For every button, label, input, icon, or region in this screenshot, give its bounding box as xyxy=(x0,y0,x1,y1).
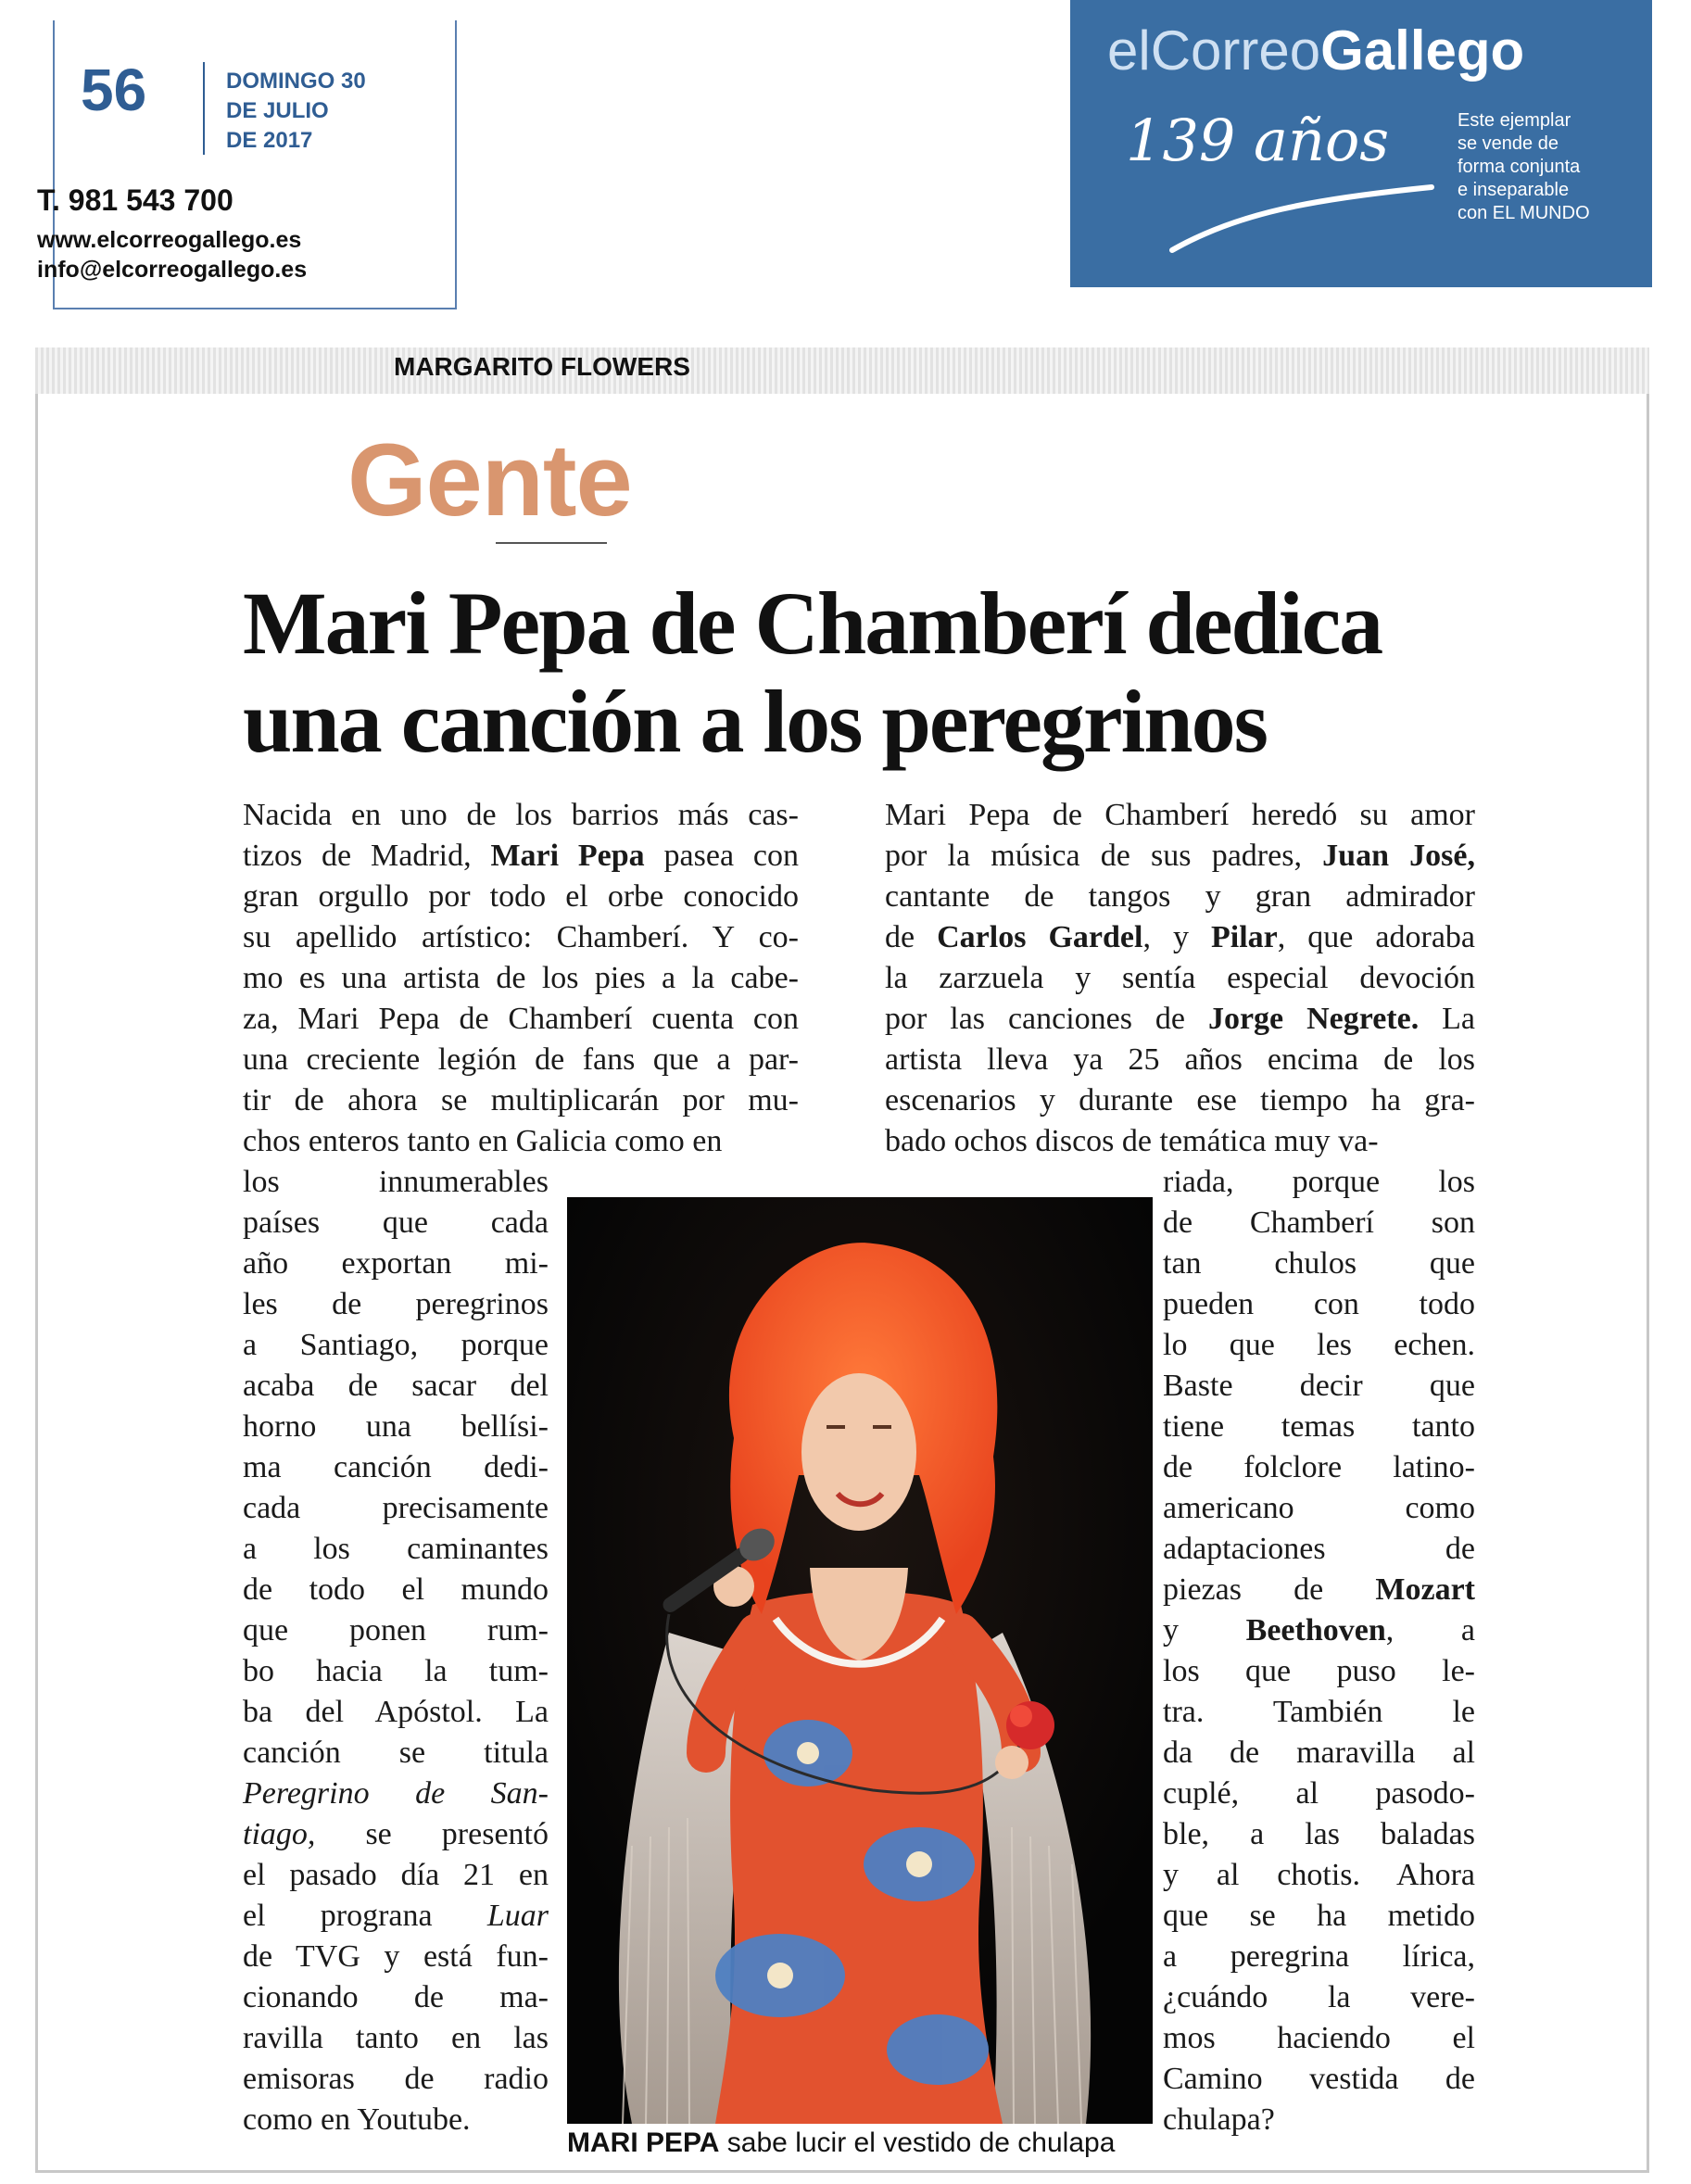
text-run: les de peregrinos xyxy=(243,1287,549,1321)
article-text-line xyxy=(1163,1407,1475,1447)
article-text-line xyxy=(243,999,799,1040)
logo-bold-part: Gallego xyxy=(1320,19,1525,82)
article-text-line xyxy=(885,795,1475,836)
text-run: artista lleva ya 25 años encima de los xyxy=(885,1042,1475,1077)
masthead-note-line: e inseparable xyxy=(1458,180,1570,200)
text-run: a peregrina lírica, xyxy=(1163,1939,1475,1974)
article-text-line xyxy=(885,1040,1475,1080)
text-run: de Chamberí son xyxy=(1163,1206,1475,1240)
text-run: pueden con todo xyxy=(1163,1287,1475,1321)
text-run: ¿cuándo la vere- xyxy=(1163,1980,1475,2014)
article-text-line xyxy=(885,1121,1475,1162)
article-text-line xyxy=(1163,1733,1475,1774)
text-run: que ponen rum- xyxy=(243,1613,549,1647)
swoosh-icon xyxy=(1163,176,1441,259)
issue-date xyxy=(226,67,430,156)
masthead-note-line: con EL MUNDO xyxy=(1458,203,1590,223)
article-text-line xyxy=(1163,1774,1475,1814)
article-text-line xyxy=(1163,1896,1475,1937)
text-run: cantante de tangos y gran admirador xyxy=(885,879,1475,914)
author-byline: MARGARITO FLOWERS xyxy=(394,352,690,381)
article-text-line xyxy=(885,958,1475,999)
issue-date-line: DE JULIO xyxy=(226,98,329,123)
article-headline xyxy=(243,574,1484,771)
text-run: una creciente legión de fans que a par- xyxy=(243,1042,799,1077)
article-text-line xyxy=(243,2059,549,2100)
anniversary-label: 139 años xyxy=(1126,107,1390,174)
issue-date-line: DOMINGO 30 xyxy=(226,69,366,94)
bold-name: Pilar xyxy=(1211,920,1278,954)
contact-email: info@elcorreogallego.es xyxy=(37,257,308,283)
text-run: bo hacia la tum- xyxy=(243,1654,549,1688)
bold-name: Juan José, xyxy=(1322,839,1475,873)
contact-website: www.elcorreogallego.es xyxy=(37,227,302,253)
text-run: se presentó xyxy=(315,1817,549,1851)
text-run: La xyxy=(1419,1002,1475,1036)
text-run: de todo el mundo xyxy=(243,1572,549,1607)
article-top-band xyxy=(35,347,1649,394)
text-run: el prograna xyxy=(243,1899,487,1933)
article-text-line xyxy=(1163,1855,1475,1896)
article-text-line xyxy=(243,1896,549,1937)
text-run: ravilla tanto en las xyxy=(243,2021,549,2055)
text-run: tra. También le xyxy=(1163,1695,1475,1729)
article-text-line xyxy=(1163,1814,1475,1855)
article-text-line xyxy=(243,836,799,877)
text-run: pasea con xyxy=(644,839,799,873)
logo-light-part: elCorreo xyxy=(1107,19,1321,82)
text-run: de folclore latino- xyxy=(1163,1450,1475,1484)
text-run: los que puso le- xyxy=(1163,1654,1475,1688)
newspaper-logo xyxy=(1107,19,1524,82)
text-run: piezas de xyxy=(1163,1572,1376,1607)
bold-name: Mari Pepa xyxy=(490,839,645,873)
article-text-line xyxy=(1163,1570,1475,1610)
article-text-line xyxy=(885,999,1475,1040)
article-text-line xyxy=(1163,1243,1475,1284)
text-run: escenarios y durante ese tiempo ha gra- xyxy=(885,1083,1475,1117)
text-run: cuplé, al pasodo- xyxy=(1163,1776,1475,1811)
article-text-line xyxy=(1163,2100,1475,2140)
text-run: mo es una artista de los pies a la cabe- xyxy=(243,961,799,995)
article-text-line xyxy=(243,1733,549,1774)
article-text-line xyxy=(243,1040,799,1080)
article-text-line xyxy=(243,1203,549,1243)
text-run: chulapa? xyxy=(1163,2102,1275,2137)
text-run: ba del Apóstol. La xyxy=(243,1695,549,1729)
article-text-line xyxy=(1163,1488,1475,1529)
italic-title: Peregrino de San- xyxy=(243,1776,549,1811)
article-text-line xyxy=(1163,1203,1475,1243)
article-text-line xyxy=(1163,2059,1475,2100)
text-run: americano como xyxy=(1163,1491,1475,1525)
article-text-line xyxy=(243,1407,549,1447)
article-text-line xyxy=(885,836,1475,877)
article-text-line xyxy=(1163,1447,1475,1488)
text-run: año exportan mi- xyxy=(243,1246,549,1281)
singer-photo-illustration xyxy=(567,1197,1153,2124)
text-run: canción se titula xyxy=(243,1736,549,1770)
article-text-line xyxy=(243,1651,549,1692)
article-text-line xyxy=(243,2100,549,2140)
text-run: los innumerables xyxy=(243,1165,549,1199)
text-run: Nacida en uno de los barrios más cas- xyxy=(243,798,799,832)
article-text-line xyxy=(885,877,1475,917)
article-text-line xyxy=(885,917,1475,958)
text-run: , y xyxy=(1142,920,1212,954)
text-run: su apellido artístico: Chamberí. Y co- xyxy=(243,920,799,954)
article-text-line xyxy=(1163,1937,1475,1977)
text-run: a Santiago, porque xyxy=(243,1328,549,1362)
text-run: adaptaciones de xyxy=(1163,1532,1475,1566)
text-run: la zarzuela y sentía especial devoción xyxy=(885,961,1475,995)
article-text-line xyxy=(1163,1692,1475,1733)
text-run: por la música de sus padres, xyxy=(885,839,1323,873)
section-title: Gente xyxy=(347,423,632,537)
article-text-line xyxy=(243,1243,549,1284)
headline-line: una canción a los peregrinos xyxy=(243,672,1267,771)
text-run: y xyxy=(1163,1613,1246,1647)
text-run: bado ochos discos de temática muy va- xyxy=(885,1124,1379,1158)
article-text-line xyxy=(1163,1529,1475,1570)
text-run: Baste decir que xyxy=(1163,1369,1475,1403)
text-run: lo que les echen. xyxy=(1163,1328,1475,1362)
article-text-line xyxy=(885,1080,1475,1121)
article-text-line xyxy=(243,1937,549,1977)
text-run: como en Youtube. xyxy=(243,2102,471,2137)
text-run: tir de ahora se multiplicarán por mu- xyxy=(243,1083,799,1117)
page-number: 56 xyxy=(81,57,147,123)
masthead-note xyxy=(1458,109,1643,225)
text-run: mos haciendo el xyxy=(1163,2021,1475,2055)
article-text-line xyxy=(243,1692,549,1733)
text-run: que se ha metido xyxy=(1163,1899,1475,1933)
text-run: de TVG y está fun- xyxy=(243,1939,549,1974)
article-text-line xyxy=(243,1774,549,1814)
masthead xyxy=(1070,0,1652,287)
text-run: , que adoraba xyxy=(1277,920,1476,954)
italic-title: Luar xyxy=(486,1899,549,1933)
article-text-line xyxy=(243,1855,549,1896)
text-run: gran orgullo por todo el orbe conocido xyxy=(243,879,799,914)
text-run: riada, porque los xyxy=(1163,1165,1475,1199)
issue-date-line: DE 2017 xyxy=(226,128,313,153)
article-text-line xyxy=(243,795,799,836)
text-run: da de maravilla al xyxy=(1163,1736,1475,1770)
article-photo xyxy=(567,1197,1153,2124)
article-text-line xyxy=(243,1325,549,1366)
article-text-line xyxy=(243,1570,549,1610)
text-run: el pasado día 21 en xyxy=(243,1858,549,1892)
text-run: ble, a las baladas xyxy=(1163,1817,1475,1851)
text-run: Camino vestida de xyxy=(1163,2062,1475,2096)
text-run: por las canciones de xyxy=(885,1002,1208,1036)
text-run: países que cada xyxy=(243,1206,549,1240)
article-text-line xyxy=(243,1529,549,1570)
bold-name: Beethoven xyxy=(1245,1613,1386,1647)
masthead-note-line: Este ejemplar xyxy=(1458,110,1571,131)
text-run: emisoras de radio xyxy=(243,2062,549,2096)
article-text-line xyxy=(243,1447,549,1488)
bold-name: Jorge Negrete. xyxy=(1207,1002,1420,1036)
bold-name: Carlos Gardel xyxy=(937,920,1143,954)
contact-phone: T. 981 543 700 xyxy=(37,183,233,217)
masthead-note-line: se vende de xyxy=(1458,133,1558,154)
text-run: cionando de ma- xyxy=(243,1980,549,2014)
text-run: tizos de Madrid, xyxy=(243,839,491,873)
article-text-line xyxy=(243,1977,549,2018)
article-text-line xyxy=(243,958,799,999)
text-run: a los caminantes xyxy=(243,1532,549,1566)
page-number-divider xyxy=(203,62,205,155)
photo-caption xyxy=(567,2127,1160,2159)
article-text-line xyxy=(1163,1610,1475,1651)
text-run: chos enteros tanto en Galicia como en xyxy=(243,1124,723,1158)
article-text-line xyxy=(243,1814,549,1855)
masthead-note-line: forma conjunta xyxy=(1458,157,1581,177)
article-text-line xyxy=(243,2018,549,2059)
text-run: za, Mari Pepa de Chamberí cuenta con xyxy=(243,1002,799,1036)
article-text-line xyxy=(243,1080,799,1121)
italic-title: tiago, xyxy=(243,1817,316,1851)
text-run: horno una bellísi- xyxy=(243,1409,549,1444)
text-run: , a xyxy=(1385,1613,1475,1647)
text-run: de xyxy=(885,920,938,954)
article-text-line xyxy=(1163,1284,1475,1325)
text-run: acaba de sacar del xyxy=(243,1369,549,1403)
text-run: ma canción dedi- xyxy=(243,1450,549,1484)
article-text-line xyxy=(243,877,799,917)
article-text-line xyxy=(243,1488,549,1529)
article-text-line xyxy=(243,917,799,958)
article-text-line xyxy=(243,1284,549,1325)
section-rule xyxy=(496,542,607,544)
article-text-line xyxy=(243,1366,549,1407)
article-text-line xyxy=(1163,1366,1475,1407)
article-text-line xyxy=(1163,1977,1475,2018)
text-run: cada precisamente xyxy=(243,1491,549,1525)
article-text-line xyxy=(1163,2018,1475,2059)
article-text-line xyxy=(1163,1651,1475,1692)
caption-text: sabe lucir el vestido de chulapa xyxy=(719,2127,1116,2158)
article-text-line xyxy=(243,1162,549,1203)
article-text-line xyxy=(243,1121,799,1162)
text-run: tan chulos que xyxy=(1163,1246,1475,1281)
text-run: tiene temas tanto xyxy=(1163,1409,1475,1444)
caption-name: MARI PEPA xyxy=(567,2127,720,2158)
article-text-line xyxy=(1163,1325,1475,1366)
bold-name: Mozart xyxy=(1375,1572,1475,1607)
text-run: Mari Pepa de Chamberí heredó su amor xyxy=(885,798,1475,832)
article-text-line xyxy=(1163,1162,1475,1203)
article-text-line xyxy=(243,1610,549,1651)
text-run: y al chotis. Ahora xyxy=(1163,1858,1475,1892)
headline-line: Mari Pepa de Chamberí dedica xyxy=(243,574,1382,673)
